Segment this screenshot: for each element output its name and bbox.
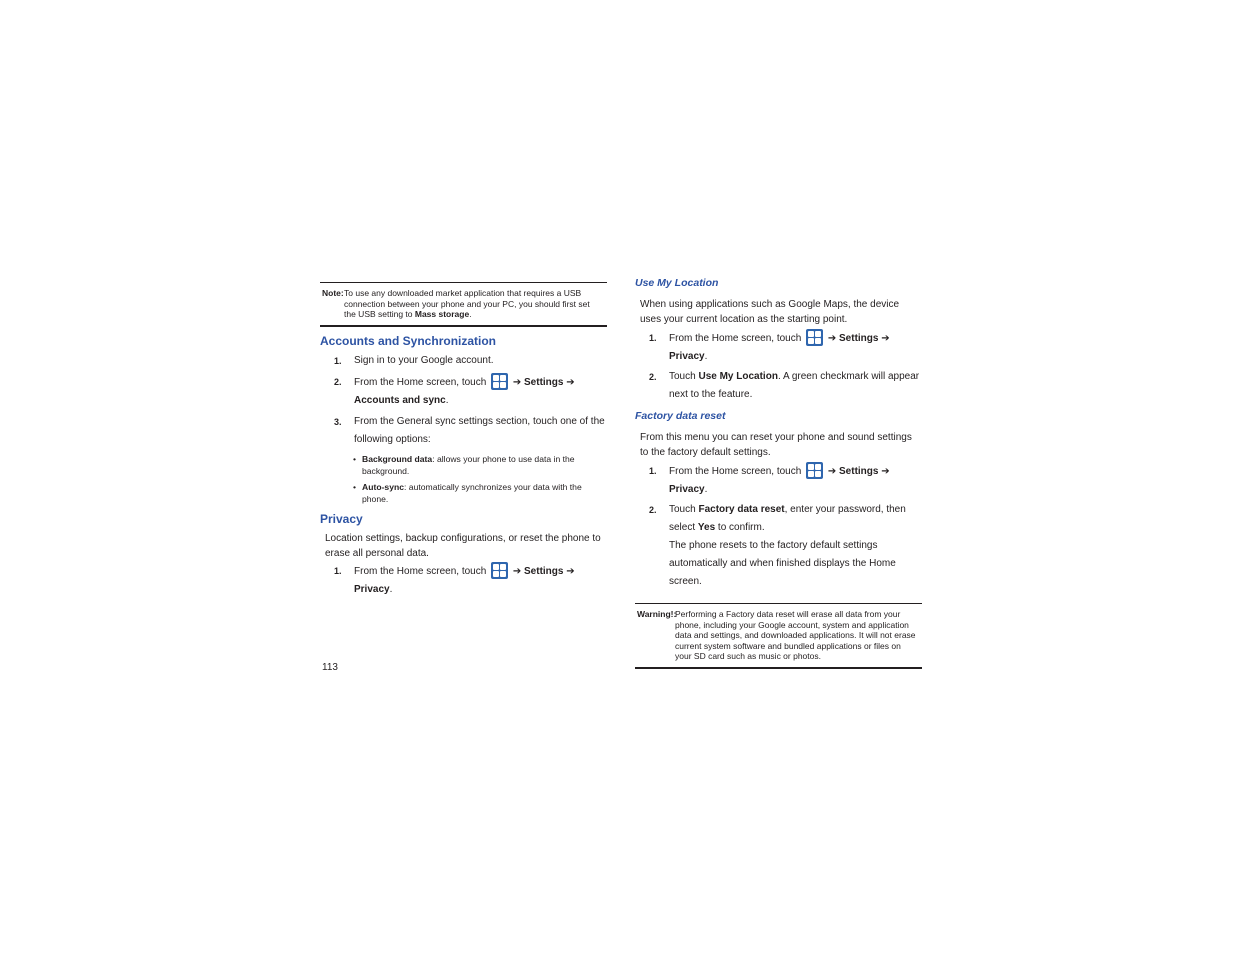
note-box (320, 282, 607, 327)
apps-grid-icon (491, 562, 508, 579)
location-intro: When using applications such as Google Maps, the device uses your current location as the starting point. (640, 299, 900, 325)
warning-box (635, 603, 922, 669)
accounts-heading: Accounts and Synchronization (320, 333, 497, 348)
accounts-path: ➔ Settings ➔ Accounts and sync (354, 376, 575, 406)
factory-step-2: 2. Touch Factory data reset, enter your password, then select Yes to confirm. (649, 504, 906, 533)
factory-intro: From this menu you can reset your phone and sound settings to the factory default settings. (640, 432, 912, 458)
location-path: ➔ Settings ➔ Privacy (669, 333, 890, 362)
factory-path: ➔ Settings ➔ Privacy (669, 466, 890, 495)
apps-grid-icon (806, 329, 823, 346)
apps-grid-icon (806, 462, 823, 479)
note-bold: Mass storage (414, 309, 470, 319)
accounts-step-2: 2. From the Home screen, touch ➔ Settings ➔ Accounts and sync. (320, 373, 607, 410)
bullet-dot-icon: • (353, 453, 357, 464)
factory-result: The phone resets to the factory default settings automatically and when finished displays the Home screen. (669, 540, 896, 587)
note-label: Note: (322, 288, 344, 298)
right-column (635, 277, 922, 669)
page-number: 113 (322, 662, 338, 673)
warning-text: Performing a Factory data reset will erase all data from your phone, including your Google account, system and application data and settings, and downloaded applications. It will not erase current system software and bundled applications or files on your SD card such as music or photos. (675, 609, 916, 661)
bullet-dot-icon: • (353, 481, 357, 492)
accounts-step-1: 1. Sign in to your Google account. (334, 354, 494, 366)
location-heading: Use My Location (635, 277, 719, 289)
privacy-intro: Location settings, backup configurations, or reset the phone to erase all personal data. (325, 532, 601, 559)
privacy-path: ➔ Settings ➔ Privacy (354, 565, 575, 595)
bullet-auto-sync: • Auto-sync: automatically synchronizes your data with the phone. (353, 481, 582, 504)
apps-grid-icon (491, 373, 508, 390)
privacy-heading: Privacy (320, 511, 363, 526)
accounts-step-3: 3. From the General sync settings section, touch one of the following options: (334, 415, 605, 445)
warning-label: Warning!: (637, 609, 677, 619)
factory-step-1: 1. From the Home screen, touch ➔ Settings ➔ Privacy. (635, 462, 922, 499)
privacy-step-1: 1. From the Home screen, touch ➔ Settings ➔ Privacy. (320, 562, 607, 599)
left-column (320, 282, 607, 599)
factory-heading: Factory data reset (635, 410, 726, 422)
bullet-background-data: • Background data: allows your phone to use data in the background. (353, 453, 575, 476)
location-step-2: 2. Touch Use My Location. A green checkmark will appear next to the feature. (649, 371, 920, 400)
location-step-1: 1. From the Home screen, touch ➔ Settings ➔ Privacy. (635, 329, 922, 366)
note-text: To use any downloaded market application that requires a USB connection between your phone and your PC, you should first set the USB setting to Mass storage. (344, 288, 590, 319)
